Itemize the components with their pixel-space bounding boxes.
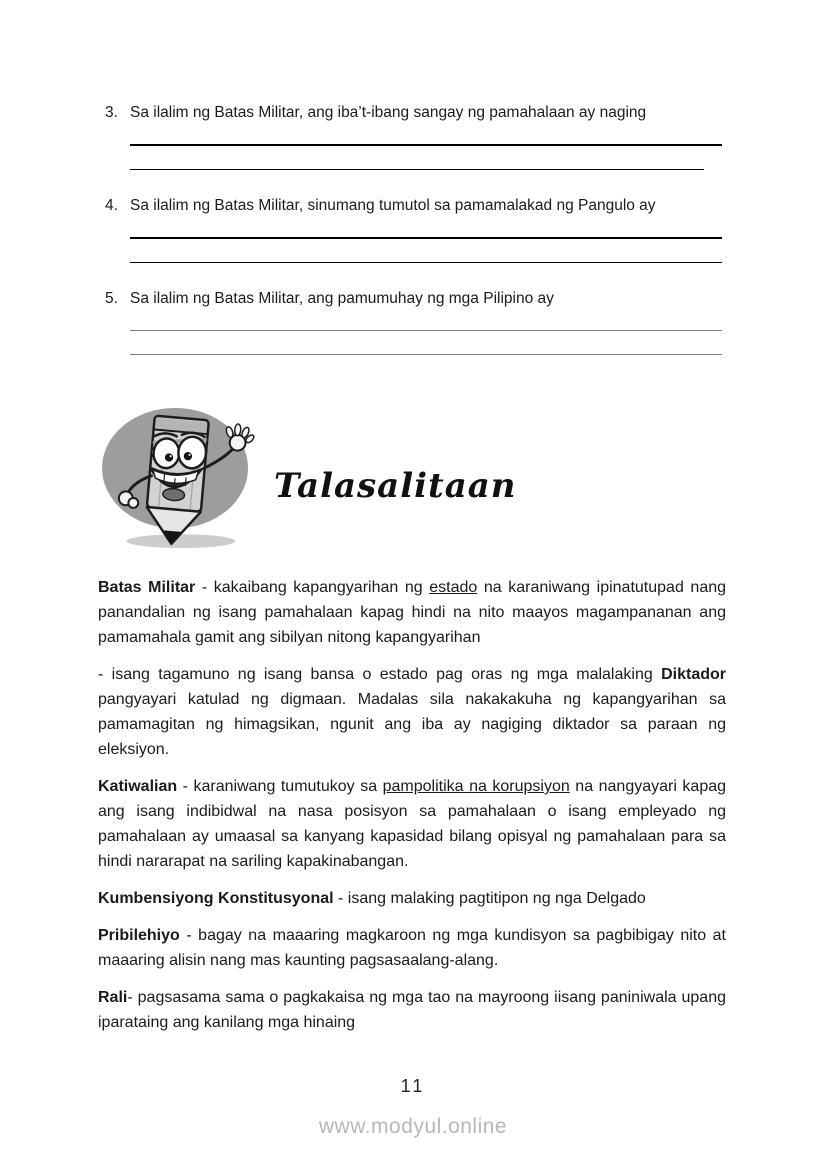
definition-text: - bagay na maaaring magkaroon ng mga kundisyon sa pagbibigay nito at maaaring alisin nang mas kaunting pagsasaalang-alang. bbox=[98, 927, 726, 969]
definition-text: pangyayari katulad ng digmaan. Madalas sila nakakakuha ng kapangyarihan sa pamamagitan ng himagsikan, ngunit ang iba ay nagiging diktador sa paraan ng eleksiyon. bbox=[98, 691, 726, 758]
term-pribilehiyo: Pribilehiyo bbox=[98, 927, 180, 944]
question-text: Sa ilalim ng Batas Militar, sinumang tumutol sa pamamalakad ng Pangulo ay bbox=[130, 197, 656, 214]
term-diktador: Diktador bbox=[661, 666, 726, 683]
definition-diktador bbox=[98, 662, 726, 762]
question-number: 5. bbox=[105, 290, 118, 307]
term-katiwalian: Katiwalian bbox=[98, 778, 178, 795]
answer-blank-line bbox=[130, 331, 722, 355]
definition-text: - isang tagamuno ng isang bansa o estado pag oras ng mga malalaking bbox=[98, 666, 662, 683]
question-row bbox=[98, 103, 726, 123]
answer-blank-line bbox=[130, 239, 722, 263]
watermark-url: www.modyul.online bbox=[318, 1115, 508, 1138]
answer-blank-line bbox=[130, 309, 722, 331]
answer-blanks bbox=[130, 309, 726, 355]
fill-in-questions-section bbox=[98, 103, 726, 355]
question-item-4 bbox=[98, 196, 726, 263]
definition-katiwalian bbox=[98, 774, 726, 874]
pencil-mascot-illustration bbox=[98, 405, 256, 553]
definition-pribilehiyo bbox=[98, 923, 726, 973]
definition-batas-militar bbox=[98, 575, 726, 650]
question-number: 4. bbox=[105, 197, 118, 214]
definition-text: - kakaibang kapangyarihan ng bbox=[195, 579, 430, 596]
definition-text: - karaniwang tumutukoy sa bbox=[177, 778, 383, 795]
definition-text: - pagsasama sama o pagkakaisa ng mga tao na mayroong iisang paniniwala upang iparataing ang kanilang mga hinaing bbox=[98, 989, 726, 1031]
definition-text: na nangyayari kapag ang isang indibidwal na nasa posisyon sa pamahalaan o isang empleyado ng pamahalaan ay umaasal sa kanyang kapasidad bilang opisyal ng pamahalaan para sa hindi nararapat na sariling kapakinabangan. bbox=[98, 778, 727, 870]
page-content bbox=[98, 103, 726, 1047]
question-item-5 bbox=[98, 289, 726, 355]
definition-text: na karaniwang ipinatutupad nang panandalian ng isang pamahalaan kapag hindi na nito maayos magampananan ang pamamahala gamit ang sibilyan nitong kapangyarihan bbox=[98, 579, 727, 646]
term-batas-militar: Batas Militar bbox=[98, 579, 196, 596]
answer-blank-line bbox=[130, 216, 722, 239]
definition-rali bbox=[98, 985, 726, 1035]
answer-blanks bbox=[130, 216, 726, 263]
question-text: Sa ilalim ng Batas Militar, ang pamumuhay ng mga Pilipino ay bbox=[130, 290, 554, 307]
term-kumbensiyong-konstitusyonal: Kumbensiyong Konstitusyonal bbox=[98, 890, 334, 907]
talasalitaan-section-header bbox=[98, 405, 726, 553]
answer-blanks bbox=[130, 123, 726, 170]
definition-kumbensiyong-konstitusyonal bbox=[98, 886, 726, 911]
question-row bbox=[98, 289, 726, 309]
question-row bbox=[98, 196, 726, 216]
definitions-section bbox=[98, 575, 726, 1035]
answer-blank-line bbox=[130, 123, 722, 146]
term-rali: Rali bbox=[98, 989, 128, 1006]
page-number: 11 bbox=[400, 1076, 426, 1096]
question-text: Sa ilalim ng Batas Militar, ang iba’t-ibang sangay ng pamahalaan ay naging bbox=[130, 104, 647, 121]
pencil-cartoon-icon bbox=[98, 405, 256, 553]
underlined-phrase-korupsiyon: pampolitika na korupsiyon bbox=[382, 778, 570, 795]
question-item-3 bbox=[98, 103, 726, 170]
question-number: 3. bbox=[105, 104, 118, 121]
section-title: Talasalitaan bbox=[274, 466, 517, 506]
underlined-word-estado: estado bbox=[429, 579, 478, 596]
answer-blank-line bbox=[130, 146, 704, 170]
definition-text: - isang malaking pagtitipon ng nga Delgado bbox=[333, 890, 646, 907]
